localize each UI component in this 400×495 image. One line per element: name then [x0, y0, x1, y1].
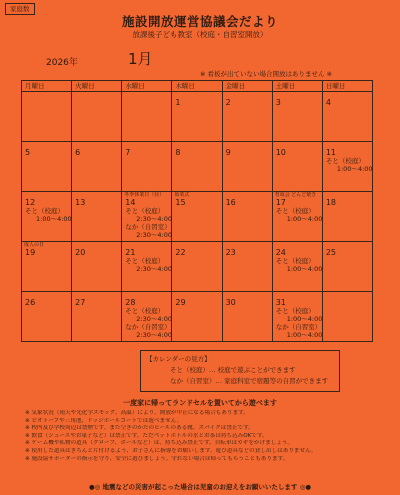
day-number: 13	[75, 198, 86, 207]
day-number: 7	[125, 148, 131, 157]
day-number: 20	[75, 248, 86, 257]
day-number: 22	[175, 248, 186, 257]
weekday-header: 土曜日	[272, 81, 322, 92]
calendar-month: 1月	[128, 50, 153, 68]
legend-outdoor: そと（校庭）… 校庭で遊ぶことができます	[170, 366, 296, 374]
opening-type: そと（校庭）	[125, 207, 165, 215]
day-number: 26	[25, 298, 36, 307]
calendar-day-cell	[272, 242, 322, 292]
opening-type: そと（校庭）	[25, 207, 64, 215]
day-number: 6	[75, 148, 81, 157]
opening-type: なか（自習室）	[125, 323, 171, 331]
opening-type: そと（校庭）	[275, 207, 315, 215]
calendar-day-cell	[172, 92, 222, 142]
calendar-day-cell	[22, 292, 72, 342]
category-tag: 家庭数	[5, 3, 35, 15]
newsletter-subtitle: 放課後子ども教室（校庭・自習室開放）	[132, 30, 268, 39]
calendar-day-cell	[322, 92, 372, 142]
opening-hours: 2:30〜4:00	[136, 265, 172, 273]
day-event-label: 育成会 どんど焼き	[274, 192, 317, 198]
calendar-table	[21, 80, 373, 342]
calendar-day-cell	[222, 242, 272, 292]
opening-hours: 2:30〜4:00	[136, 315, 172, 323]
calendar-day-cell	[272, 142, 322, 192]
newsletter-title: 施設開放運営協議会だより	[121, 14, 278, 29]
day-number: 3	[275, 98, 281, 107]
calendar-day-cell	[222, 192, 272, 242]
calendar-day-cell	[72, 142, 122, 192]
calendar-day-cell	[72, 242, 122, 292]
day-number: 18	[325, 198, 337, 207]
day-number: 28	[125, 298, 136, 307]
rule-item: ※ 飲食（ジュースやお菓子など）は禁止です。ただペットボトルの水とお茶は持ち込みOKです。	[25, 432, 268, 439]
rule-item: ※ ゲーム機や私物の道具（グローブ、ボールなど）は、持ち込み禁止です。自転車はカギをかけましょう。	[25, 440, 294, 447]
day-number: 27	[75, 298, 86, 307]
calendar-day-cell	[172, 192, 222, 242]
opening-type: そと（校庭）	[275, 257, 315, 265]
calendar-year: 2026年	[46, 58, 78, 68]
calendar-week-row	[22, 192, 373, 242]
calendar-day-cell	[22, 142, 72, 192]
calendar-day-cell	[72, 92, 122, 142]
day-event-label	[122, 92, 171, 98]
day-number: 14	[125, 198, 136, 207]
rule-item: ※ 使用した道具はきちんと片付けるよう、お子さんに指導をお願いします。遊び道具などの貸し出しはありません。	[25, 447, 317, 454]
weekday-header: 金曜日	[222, 81, 272, 92]
day-event-label	[323, 292, 372, 298]
calendar-day-cell	[322, 242, 372, 292]
opening-hours: 1:00〜4:00	[286, 215, 323, 223]
weekday-header-row	[22, 81, 373, 92]
day-number: 11	[325, 148, 337, 157]
calendar-day-cell	[122, 242, 172, 292]
calendar-week-row	[22, 292, 373, 342]
weekday-header: 月曜日	[22, 81, 72, 92]
opening-hours: 1:00〜4:00	[286, 331, 323, 339]
calendar-day-cell	[172, 242, 222, 292]
day-number: 8	[175, 148, 181, 157]
day-event-label	[22, 92, 71, 98]
calendar-day-cell	[72, 292, 122, 342]
legend-title: 【カレンダーの見方】	[146, 355, 211, 363]
rule-item: ※ 校内及び学校周辺は禁煙です。また空きのかたのヒールのある靴、スパイクは禁止です。	[25, 425, 254, 432]
calendar-week-row	[22, 92, 373, 142]
calendar-day-cell	[172, 142, 222, 192]
calendar-day-cell	[322, 142, 372, 192]
calendar-day-cell	[72, 192, 122, 242]
weekday-header: 火曜日	[72, 81, 122, 92]
calendar-week-row	[22, 242, 373, 292]
calendar-week-row	[22, 142, 373, 192]
calendar-day-cell	[322, 192, 372, 242]
calendar-day-cell	[22, 192, 72, 242]
weekday-header: 水曜日	[122, 81, 172, 92]
day-number: 9	[225, 148, 231, 157]
rules-list	[25, 410, 385, 463]
opening-hours: 2:30〜4:00	[136, 215, 172, 223]
opening-hours: 1:00〜4:00	[286, 315, 323, 323]
calendar-day-cell	[272, 92, 322, 142]
day-number: 24	[275, 248, 286, 257]
opening-type: そと（校庭）	[275, 307, 315, 315]
day-number: 4	[325, 98, 331, 107]
calendar-day-cell	[122, 192, 172, 242]
calendar-day-cell	[322, 292, 372, 342]
day-number: 23	[225, 248, 236, 257]
day-number: 16	[225, 198, 236, 207]
calendar-day-cell	[22, 242, 72, 292]
rule-item: ※ 施設協サポーターの指示を守り、安全に遊びましょう。守れない場合は帰ってもらうこともあります。	[25, 455, 289, 462]
day-event-label: 成人の日	[24, 242, 45, 248]
opening-type: なか（自習室）	[125, 223, 171, 231]
day-number: 2	[225, 98, 231, 107]
calendar-day-cell	[172, 292, 222, 342]
day-number: 17	[275, 198, 286, 207]
opening-type: そと（校庭）	[125, 307, 165, 315]
opening-hours: 1:00〜4:00	[36, 215, 72, 223]
calendar-day-cell	[122, 142, 172, 192]
day-number: 19	[25, 248, 36, 257]
go-home-first-notice: 一度家に帰ってランドセルを置いてから遊べます	[123, 399, 277, 407]
day-event-label: 始業式	[174, 192, 190, 198]
opening-hours: 1:00〜4:00	[286, 265, 323, 273]
day-number: 31	[275, 298, 286, 307]
opening-hours: 2:30〜4:00	[136, 231, 172, 239]
calendar-day-cell	[122, 92, 172, 142]
weekday-header: 木曜日	[172, 81, 222, 92]
day-number: 15	[175, 198, 186, 207]
day-number: 25	[325, 248, 337, 257]
day-number: 29	[175, 298, 186, 307]
opening-hours: 1:00〜4:00	[336, 165, 373, 173]
rule-item: ※ ビオトープや三角池、ドッジボールコートでは遊べません。	[25, 417, 183, 424]
day-number: 12	[25, 198, 36, 207]
opening-hours: 2:30〜4:00	[136, 331, 172, 339]
day-event-label	[72, 92, 121, 98]
day-number: 21	[125, 248, 136, 257]
calendar-day-cell	[222, 92, 272, 142]
day-number: 5	[25, 148, 31, 157]
rule-item: ※ 気象状況（雨天や光化学スモッグ、高温）により、開放が中止になる場合もあります。	[25, 410, 249, 416]
calendar-day-cell	[222, 292, 272, 342]
calendar-day-cell	[22, 92, 72, 142]
day-number: 1	[175, 98, 181, 107]
calendar-day-cell	[222, 142, 272, 192]
disaster-footer: ●◎ 地震などの災害が起こった場合は児童のお迎えをお願いいたします ◎●	[88, 483, 312, 491]
signboard-notice: ※ 看板が出ていない場合開放はありません ※	[200, 70, 333, 78]
legend-indoor: なか（自習室）… 家庭科室で宿題等の自習ができます	[170, 377, 329, 385]
weekday-header: 日曜日	[322, 81, 372, 92]
day-number: 10	[275, 148, 286, 157]
opening-type: そと（校庭）	[325, 157, 365, 165]
opening-type: そと（校庭）	[125, 257, 165, 265]
calendar-day-cell	[122, 292, 172, 342]
calendar-day-cell	[272, 192, 322, 242]
day-number: 30	[225, 298, 236, 307]
calendar-legend	[140, 350, 340, 392]
opening-type: なか（自習室）	[275, 323, 322, 331]
calendar-day-cell	[272, 292, 322, 342]
day-event-label: 冬季休業日（昼）	[124, 192, 165, 198]
